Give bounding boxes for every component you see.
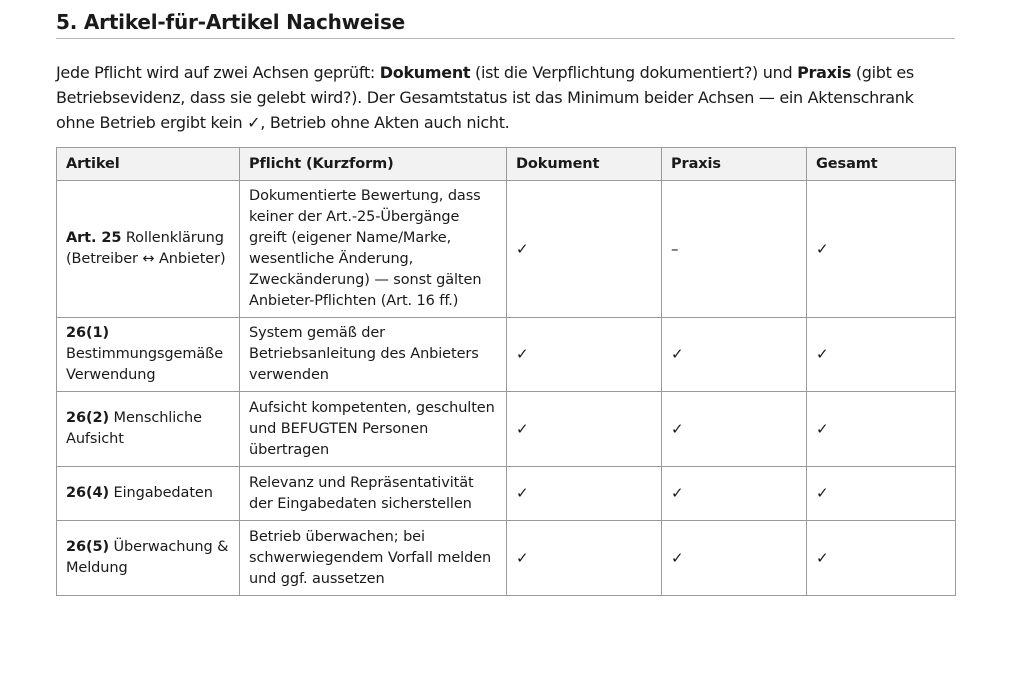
article-name: Rollenklärung (Betreiber ↔ Anbieter) <box>66 230 226 267</box>
article-number: 26(1) <box>66 325 110 341</box>
cell-dokument: ✓ <box>507 181 662 318</box>
cell-artikel <box>57 521 240 596</box>
cell-pflicht: Aufsicht kompetenten, geschulten und BEFUGTEN Personen übertragen <box>240 392 507 467</box>
intro-paragraph <box>56 60 955 135</box>
cell-gesamt: ✓ <box>807 521 956 596</box>
table-header-row <box>57 148 956 181</box>
cell-pflicht: System gemäß der Betriebsanleitung des Anbieters verwenden <box>240 318 507 392</box>
article-number: 26(5) <box>66 539 110 555</box>
table-row <box>57 181 956 318</box>
evidence-table <box>56 147 956 596</box>
cell-dokument: ✓ <box>507 521 662 596</box>
article-number: 26(4) <box>66 485 110 501</box>
cell-praxis: ✓ <box>662 467 807 521</box>
cell-pflicht: Betrieb überwachen; bei schwerwiegendem Vorfall melden und ggf. aussetzen <box>240 521 507 596</box>
intro-text-2: (ist die Verpflichtung dokumentiert?) und <box>470 63 798 82</box>
header-artikel: Artikel <box>57 148 240 181</box>
header-dokument: Dokument <box>507 148 662 181</box>
cell-dokument: ✓ <box>507 318 662 392</box>
article-number: Art. 25 <box>66 230 122 246</box>
intro-text-3: (gibt es Betriebsevidenz, dass sie gelebt wird?). Der Gesamtstatus ist das Minimum beider Achsen — ein Aktenschrank ohne Betrieb ergibt kein ✓, Betrieb ohne Akten auch nicht. <box>56 63 914 132</box>
header-pflicht: Pflicht (Kurzform) <box>240 148 507 181</box>
article-name: Bestimmungsgemäße Verwendung <box>66 346 224 383</box>
cell-praxis: – <box>662 181 807 318</box>
cell-artikel <box>57 392 240 467</box>
cell-gesamt: ✓ <box>807 467 956 521</box>
cell-artikel <box>57 467 240 521</box>
table-row <box>57 318 956 392</box>
article-name: Überwachung & Meldung <box>66 539 229 576</box>
cell-gesamt: ✓ <box>807 181 956 318</box>
cell-dokument: ✓ <box>507 392 662 467</box>
section-title: 5. Artikel-für-Artikel Nachweise <box>56 8 955 39</box>
intro-bold-praxis: Praxis <box>797 63 852 82</box>
article-name: Eingabedaten <box>109 485 213 501</box>
article-number: 26(2) <box>66 410 110 426</box>
cell-praxis: ✓ <box>662 318 807 392</box>
cell-gesamt: ✓ <box>807 318 956 392</box>
cell-pflicht: Relevanz und Repräsentativität der Eingabedaten sicherstellen <box>240 467 507 521</box>
intro-bold-dokument: Dokument <box>379 63 471 82</box>
document-page <box>56 8 955 587</box>
cell-praxis: ✓ <box>662 392 807 467</box>
header-gesamt: Gesamt <box>807 148 956 181</box>
table-row <box>57 392 956 467</box>
cell-artikel <box>57 181 240 318</box>
cell-gesamt: ✓ <box>807 392 956 467</box>
cell-pflicht: Dokumentierte Bewertung, dass keiner der Art.-25-Übergänge greift (eigener Name/Marke, wesentliche Änderung, Zweckänderung) — sonst gälten Anbieter-Pflichten (Art. 16 ff.) <box>240 181 507 318</box>
table-row <box>57 467 956 521</box>
cell-dokument: ✓ <box>507 467 662 521</box>
intro-text-1: Jede Pflicht wird auf zwei Achsen geprüft: <box>56 63 380 82</box>
table-row <box>57 521 956 596</box>
cell-praxis: ✓ <box>662 521 807 596</box>
article-name: Menschliche Aufsicht <box>66 410 202 447</box>
header-praxis: Praxis <box>662 148 807 181</box>
cell-artikel <box>57 318 240 392</box>
